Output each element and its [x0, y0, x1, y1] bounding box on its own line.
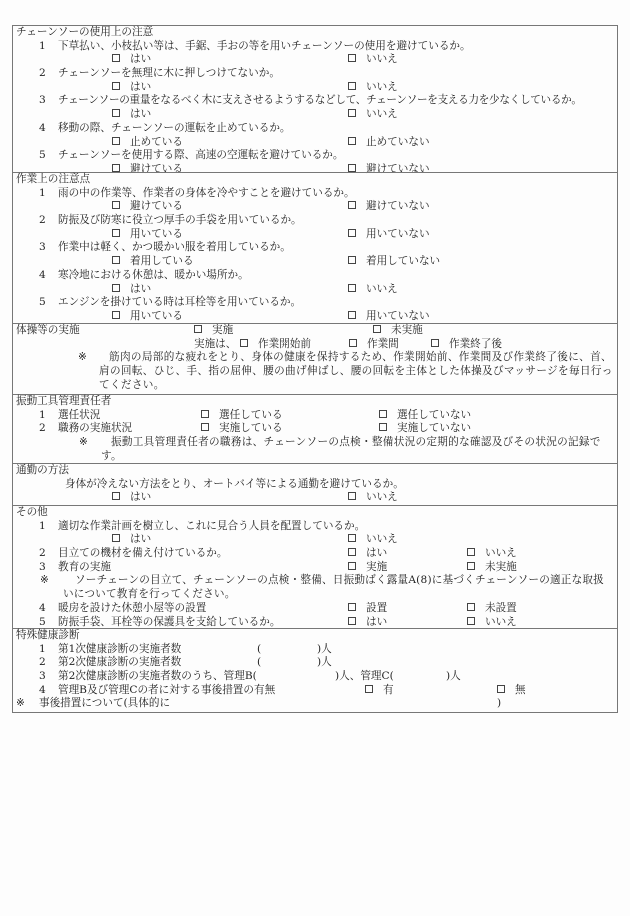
section-title: 作業上の注意点 — [16, 173, 91, 185]
checkbox[interactable] — [112, 534, 120, 542]
option-yes[interactable]: 用いている — [112, 310, 183, 324]
question-text: チェーンソーを無理に木に押しつけてないか。 — [58, 67, 280, 80]
item-number: 3 — [39, 560, 46, 573]
question-text: 寒冷地における休憩は、暖かい場所か。 — [58, 268, 249, 281]
manager-note: 振動工具管理責任者の職務は、チェーンソーの点検・整備状況の定期的な確認及びその状況の記録です。 — [101, 436, 601, 462]
option-no[interactable]: いいえ — [348, 108, 398, 122]
question-text: 目立ての機材を備え付けているか。 — [58, 547, 228, 560]
question-text: 職務の実施状況 — [58, 422, 133, 435]
option-yes[interactable]: 避けている — [112, 163, 183, 177]
question-text: 選任状況 — [58, 408, 101, 421]
mid-label: )人、管理C( — [335, 670, 394, 683]
checkbox[interactable] — [348, 562, 356, 570]
section-work-precautions — [13, 172, 617, 323]
note-mark: ※ — [16, 697, 25, 710]
checkbox[interactable] — [348, 256, 356, 264]
item-number: 4 — [39, 601, 46, 614]
item-number: 1 — [39, 642, 46, 655]
note-mark: ※ — [78, 351, 87, 364]
option-during-work[interactable]: 作業間 — [349, 338, 399, 352]
checkbox[interactable] — [112, 137, 120, 145]
option-not-done[interactable]: 未実施 — [467, 561, 517, 575]
question-text: 管理B及び管理Cの者に対する事後措置の有無 — [58, 683, 276, 696]
option-yes[interactable]: 止めている — [112, 136, 183, 150]
option-yes[interactable]: はい — [348, 547, 387, 561]
question-text: 暖房を設けた休憩小屋等の設置 — [58, 601, 207, 614]
checkbox[interactable] — [348, 229, 356, 237]
checkbox[interactable] — [112, 164, 120, 172]
question-text: 作業中は軽く、かつ暖かい服を着用しているか。 — [58, 241, 291, 254]
option-yes[interactable]: 用いている — [112, 228, 183, 242]
section-title: 特殊健康診断 — [16, 629, 80, 641]
checkbox[interactable] — [112, 82, 120, 90]
checkbox[interactable] — [112, 284, 120, 292]
option-no[interactable]: 避けていない — [348, 163, 430, 177]
option-no[interactable]: いいえ — [348, 491, 398, 505]
checkbox[interactable] — [194, 325, 202, 333]
option-yes[interactable]: はい — [112, 533, 151, 547]
option-no[interactable]: いいえ — [348, 533, 398, 547]
item-number: 1 — [39, 408, 46, 421]
item-number: 2 — [39, 422, 46, 435]
followup-label: 事後措置について(具体的に — [39, 697, 171, 710]
question-text: 防振及び防寒に役立つ厚手の手袋を用いているか。 — [58, 214, 302, 227]
paren-open: ( — [257, 656, 262, 669]
option-appointed[interactable]: 選任している — [201, 409, 283, 423]
item-number: 4 — [39, 121, 46, 134]
education-note: ソーチェーンの目立て、チェーンソーの点検・整備、日振動ばく露量A(8)に基づくチェーンソーの適正な取扱いについて教育を行ってください。 — [63, 574, 604, 601]
item-number: 3 — [39, 241, 46, 254]
option-no[interactable]: 止めていない — [348, 136, 430, 150]
checkbox[interactable] — [467, 548, 475, 556]
checkbox[interactable] — [348, 534, 356, 542]
option-yes[interactable]: はい — [348, 616, 387, 630]
section-title: 振動工具管理責任者 — [16, 395, 112, 407]
option-not-implemented[interactable]: 実施していない — [379, 422, 471, 436]
question-text: チェーンソーの重量をなるべく木に支えさせるようするなどして、チェーンソーを支える力を少なくしているか。 — [58, 94, 582, 107]
second-exam-count-input[interactable] — [263, 656, 317, 668]
checkbox[interactable] — [431, 339, 439, 347]
item-number: 5 — [39, 149, 46, 162]
exercise-note: 筋肉の局部的な疲れをとり、身体の健康を保持するため、作業開始前、作業間及び作業終了後に、首、肩の回転、ひじ、手、指の屈伸、腰の曲げ伸ばし、腰の回転を主体とした体操及びマッサージを毎日行ってください。 — [99, 351, 613, 391]
checkbox[interactable] — [112, 311, 120, 319]
item-number: 1 — [39, 519, 46, 532]
section-special-health-exam — [13, 628, 617, 712]
unit-label: )人 — [446, 670, 461, 683]
checkbox[interactable] — [467, 617, 475, 625]
item-number: 1 — [39, 39, 46, 52]
management-c-count-input[interactable] — [393, 670, 447, 682]
question-text: チェーンソーを使用する際、高速の空運転を避けているか。 — [58, 149, 344, 162]
checkbox[interactable] — [349, 339, 357, 347]
checkbox[interactable] — [348, 492, 356, 500]
checkbox[interactable] — [348, 548, 356, 556]
option-done[interactable]: 実施 — [194, 324, 233, 338]
option-yes[interactable]: はい — [112, 283, 151, 297]
section-chainsaw-usage — [13, 26, 617, 175]
checkbox[interactable] — [348, 311, 356, 319]
question-text: 雨の中の作業等、作業者の身体を冷やすことを避けているか。 — [58, 186, 355, 199]
checkbox[interactable] — [497, 685, 505, 693]
unit-label: )人 — [317, 642, 332, 655]
checkbox[interactable] — [201, 410, 209, 418]
item-number: 2 — [39, 656, 46, 669]
checkbox[interactable] — [112, 229, 120, 237]
section-exercise — [13, 323, 617, 394]
option-no[interactable]: いいえ — [467, 547, 517, 561]
option-no[interactable]: いいえ — [348, 81, 398, 95]
option-yes[interactable]: はい — [112, 108, 151, 122]
option-done[interactable]: 実施 — [348, 561, 387, 575]
option-not-appointed[interactable]: 選任していない — [379, 409, 471, 423]
option-not-installed[interactable]: 未設置 — [467, 602, 517, 616]
question-text: 教育の実施 — [58, 560, 111, 573]
checkbox[interactable] — [373, 325, 381, 333]
section-vibration-tool-manager — [13, 394, 617, 463]
checkbox[interactable] — [467, 562, 475, 570]
question-text: 第2次健康診断の実施者数 — [58, 656, 182, 669]
option-yes[interactable]: 有 — [365, 684, 394, 698]
option-yes[interactable]: はい — [112, 53, 151, 67]
checkbox[interactable] — [201, 423, 209, 431]
item-number: 2 — [39, 214, 46, 227]
item-number: 2 — [39, 67, 46, 80]
checkbox[interactable] — [348, 603, 356, 611]
checkbox[interactable] — [112, 256, 120, 264]
question-text: エンジンを掛けている時は耳栓等を用いているか。 — [58, 296, 302, 309]
question-text: 移動の際、チェーンソーの運転を止めているか。 — [58, 121, 291, 134]
option-implemented[interactable]: 実施している — [201, 422, 283, 436]
question-text: 防振手袋、耳栓等の保護具を支給しているか。 — [58, 615, 281, 628]
checkbox[interactable] — [112, 201, 120, 209]
checkbox[interactable] — [348, 109, 356, 117]
option-no[interactable]: 着用していない — [348, 255, 440, 269]
option-yes[interactable]: 避けている — [112, 200, 183, 214]
section-title: その他 — [16, 506, 48, 518]
unit-label: )人 — [317, 656, 332, 669]
question-text: 下草払い、小枝払い等は、手鋸、手おの等を用いチェーンソーの使用を避けているか。 — [58, 39, 471, 52]
checkbox[interactable] — [379, 423, 387, 431]
checkbox[interactable] — [112, 54, 120, 62]
management-b-count-input[interactable] — [281, 670, 335, 682]
item-number: 5 — [39, 296, 46, 309]
followup-details-input[interactable] — [193, 697, 493, 709]
item-number: 3 — [39, 94, 46, 107]
section-commute — [13, 463, 617, 505]
option-after-work[interactable]: 作業終了後 — [431, 338, 502, 352]
option-no[interactable]: 用いていない — [348, 310, 430, 324]
option-no[interactable]: 無 — [497, 684, 526, 698]
option-installed[interactable]: 設置 — [348, 602, 387, 616]
option-not-done[interactable]: 未実施 — [373, 324, 423, 338]
question-text: 第2次健康診断の実施者数のうち、管理B( — [58, 670, 257, 683]
checkbox[interactable] — [379, 410, 387, 418]
option-no[interactable]: いいえ — [348, 283, 398, 297]
note-mark: ※ — [40, 574, 49, 587]
item-number: 5 — [39, 615, 46, 628]
checkbox[interactable] — [240, 339, 248, 347]
checkbox[interactable] — [348, 82, 356, 90]
question-text: 身体が冷えない方法をとり、オートバイ等による通勤を避けているか。 — [65, 477, 404, 490]
note-mark: ※ — [79, 436, 88, 449]
option-no[interactable]: いいえ — [348, 53, 398, 67]
question-text: 適切な作業計画を樹立し、これに見合う人員を配置しているか。 — [58, 519, 366, 532]
checkbox[interactable] — [467, 603, 475, 611]
item-number: 3 — [39, 670, 46, 683]
option-before-work[interactable]: 作業開始前 — [240, 338, 311, 352]
item-number: 2 — [39, 547, 46, 560]
checkbox[interactable] — [112, 109, 120, 117]
option-no[interactable]: 避けていない — [348, 200, 430, 214]
section-title: チェーンソーの使用上の注意 — [16, 26, 154, 38]
option-no[interactable]: いいえ — [467, 616, 517, 630]
checkbox[interactable] — [348, 617, 356, 625]
question-text: 第1次健康診断の実施者数 — [58, 642, 182, 655]
section-other — [13, 505, 617, 628]
option-yes[interactable]: はい — [112, 491, 151, 505]
option-no[interactable]: 用いていない — [348, 228, 430, 242]
option-yes[interactable]: 着用している — [112, 255, 194, 269]
checkbox[interactable] — [348, 284, 356, 292]
section-title: 通勤の方法 — [16, 464, 69, 476]
item-number: 4 — [39, 268, 46, 281]
item-number: 4 — [39, 683, 46, 696]
checkbox[interactable] — [348, 164, 356, 172]
item-number: 1 — [39, 186, 46, 199]
paren-close: ) — [497, 697, 502, 710]
checkbox[interactable] — [112, 492, 120, 500]
checkbox[interactable] — [348, 201, 356, 209]
option-yes[interactable]: はい — [112, 81, 151, 95]
checkbox[interactable] — [348, 54, 356, 62]
checkbox[interactable] — [365, 685, 373, 693]
checkbox[interactable] — [348, 137, 356, 145]
first-exam-count-input[interactable] — [263, 643, 317, 655]
timing-label: 実施は、 — [194, 337, 237, 350]
checklist-sheet — [12, 25, 618, 713]
section-title: 体操等の実施 — [16, 324, 80, 336]
paren-open: ( — [257, 642, 262, 655]
